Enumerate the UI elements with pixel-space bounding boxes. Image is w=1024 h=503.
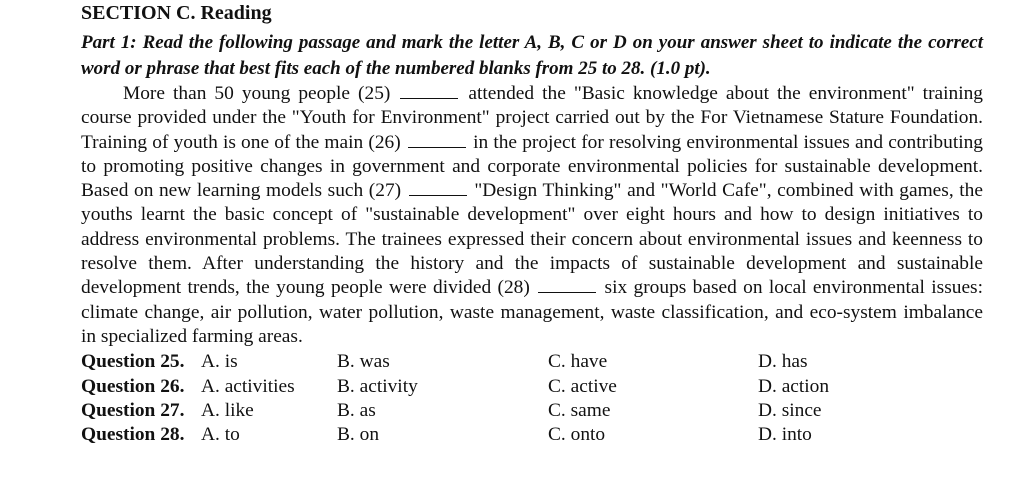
passage-segment-4: "Design Thinking" and "World Cafe", combined with games, the youths learnt the basic concept of "sustainable development" over eight hours and how to design initiatives to address environmental problems. The trainees expressed their concern about environmental issues and keenness to resolve them. After understanding the history and the impacts of sustainable development and sustainable development trends, the young people were divided (28) (81, 180, 983, 299)
question-row-25 (81, 350, 983, 374)
option-a: A. to (201, 424, 240, 446)
option-b: B. as (337, 399, 376, 421)
blank-28 (538, 278, 596, 293)
option-d: D. since (758, 399, 822, 421)
option-b: B. on (337, 424, 380, 446)
option-c: C. same (548, 399, 611, 421)
question-label: Question 26. (81, 375, 185, 397)
passage-segment-2: attended the "Basic knowledge about the environment" training course provided under the "Youth for Environment" project carried out by the For Vietnamese Stature Foundation. Training of youth is one of the main (26) (81, 83, 983, 153)
option-d: D. action (758, 375, 830, 397)
option-c: C. onto (548, 424, 606, 446)
passage-segment-3: in the project for resolving environmental issues and contributing to promoting positive changes in government and corporate environmental policies for sustainable development. Based on new learning models such (27) (81, 131, 983, 202)
question-label: Question 25. (81, 351, 185, 373)
option-d: D. has (758, 351, 808, 373)
question-label: Question 27. (81, 399, 185, 421)
question-label: Question 28. (81, 424, 185, 446)
blank-26 (408, 133, 466, 148)
option-d: D. into (758, 424, 812, 446)
part-instructions: Part 1: Read the following passage and mark the letter A, B, C or D on your answer sheet to indicate the correct word or phrase that best fits each of the numbered blanks from 25 to 28. (1.0 pt). (81, 32, 983, 79)
section-title: SECTION C. Reading (81, 2, 272, 24)
option-c: C. have (548, 351, 608, 373)
option-a: A. activities (201, 375, 295, 397)
option-b: B. activity (337, 375, 418, 397)
option-a: A. like (201, 399, 254, 421)
reading-section (81, 0, 983, 447)
reading-passage (81, 82, 983, 349)
question-list (81, 350, 983, 447)
option-b: B. was (337, 351, 390, 373)
option-c: C. active (548, 375, 617, 397)
question-row-26 (81, 375, 983, 399)
passage-segment-5: six groups based on local environmental issues: climate change, air pollution, water pollution, waste management, waste classification, and eco-system imbalance in specialized farming areas. (81, 277, 983, 347)
option-a: A. is (201, 351, 238, 373)
blank-25 (400, 84, 458, 99)
question-row-28 (81, 423, 983, 447)
question-row-27 (81, 399, 983, 423)
blank-27 (409, 181, 467, 196)
passage-segment-1: More than 50 young people (25) (123, 83, 391, 104)
